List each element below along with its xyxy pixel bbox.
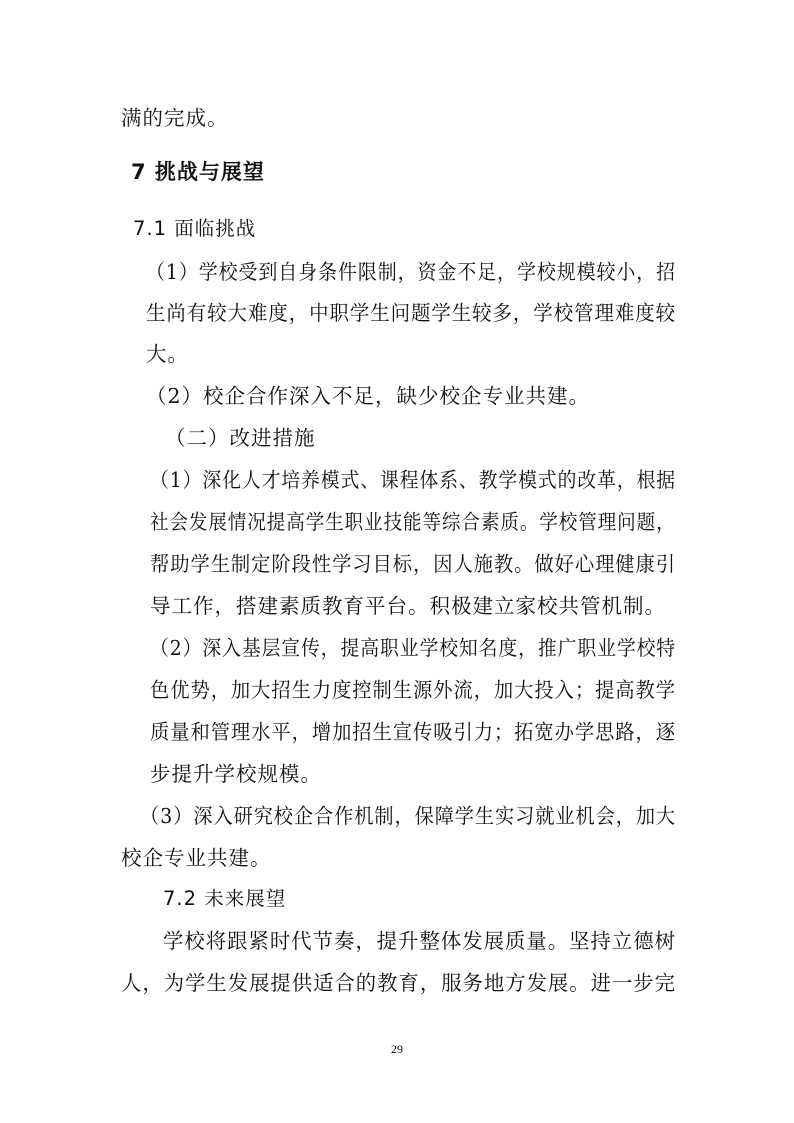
- paragraph-line: 导工作，搭建素质教育平台。积极建立家校共管机制。: [150, 594, 666, 618]
- paragraph-line: 帮助学生制定阶段性学习目标，因人施教。做好心理健康引: [150, 552, 676, 576]
- page-number: 29: [391, 1042, 403, 1056]
- paragraph-line: 满的完成。: [121, 106, 229, 130]
- subsection-heading: （二）改进措施: [165, 426, 316, 450]
- subsection-heading: 7.2 未来展望: [163, 887, 287, 910]
- paragraph-line: 学校将跟紧时代节奏，提升整体发展质量。坚持立德树: [163, 929, 676, 953]
- paragraph-line: 步提升学校规模。: [150, 762, 322, 786]
- paragraph-line: 色优势，加大招生力度控制生源外流，加大投入；提高教学: [150, 678, 676, 702]
- paragraph-line: 社会发展情况提高学生职业技能等综合素质。学校管理问题，: [150, 510, 676, 534]
- paragraph-line: （2）深入基层宣传，提高职业学校知名度，推广职业学校特: [150, 636, 677, 660]
- paragraph-line: 人，为学生发展提供适合的教育，服务地方发展。进一步完: [121, 971, 676, 995]
- paragraph-line: （1）深化人才培养模式、课程体系、教学模式的改革，根据: [150, 468, 677, 492]
- paragraph-line: 质量和管理水平，增加招生宣传吸引力；拓宽办学思路，逐: [150, 720, 676, 744]
- paragraph-line: （3）深入研究校企合作机制，保障学生实习就业机会，加大: [140, 804, 677, 828]
- subsection-heading: 7.1 面临挑战: [133, 217, 257, 240]
- paragraph-line: （1）学校受到自身条件限制，资金不足，学校规模较小，招: [146, 260, 677, 284]
- paragraph-line: （2）校企合作深入不足，缺少校企专业共建。: [146, 384, 591, 408]
- paragraph-line: 校企专业共建。: [121, 846, 272, 870]
- paragraph-line: 生尚有较大难度，中职学生问题学生较多，学校管理难度较: [146, 301, 676, 325]
- section-heading: 7 挑战与展望: [131, 160, 265, 184]
- paragraph-line: 大。: [146, 342, 189, 366]
